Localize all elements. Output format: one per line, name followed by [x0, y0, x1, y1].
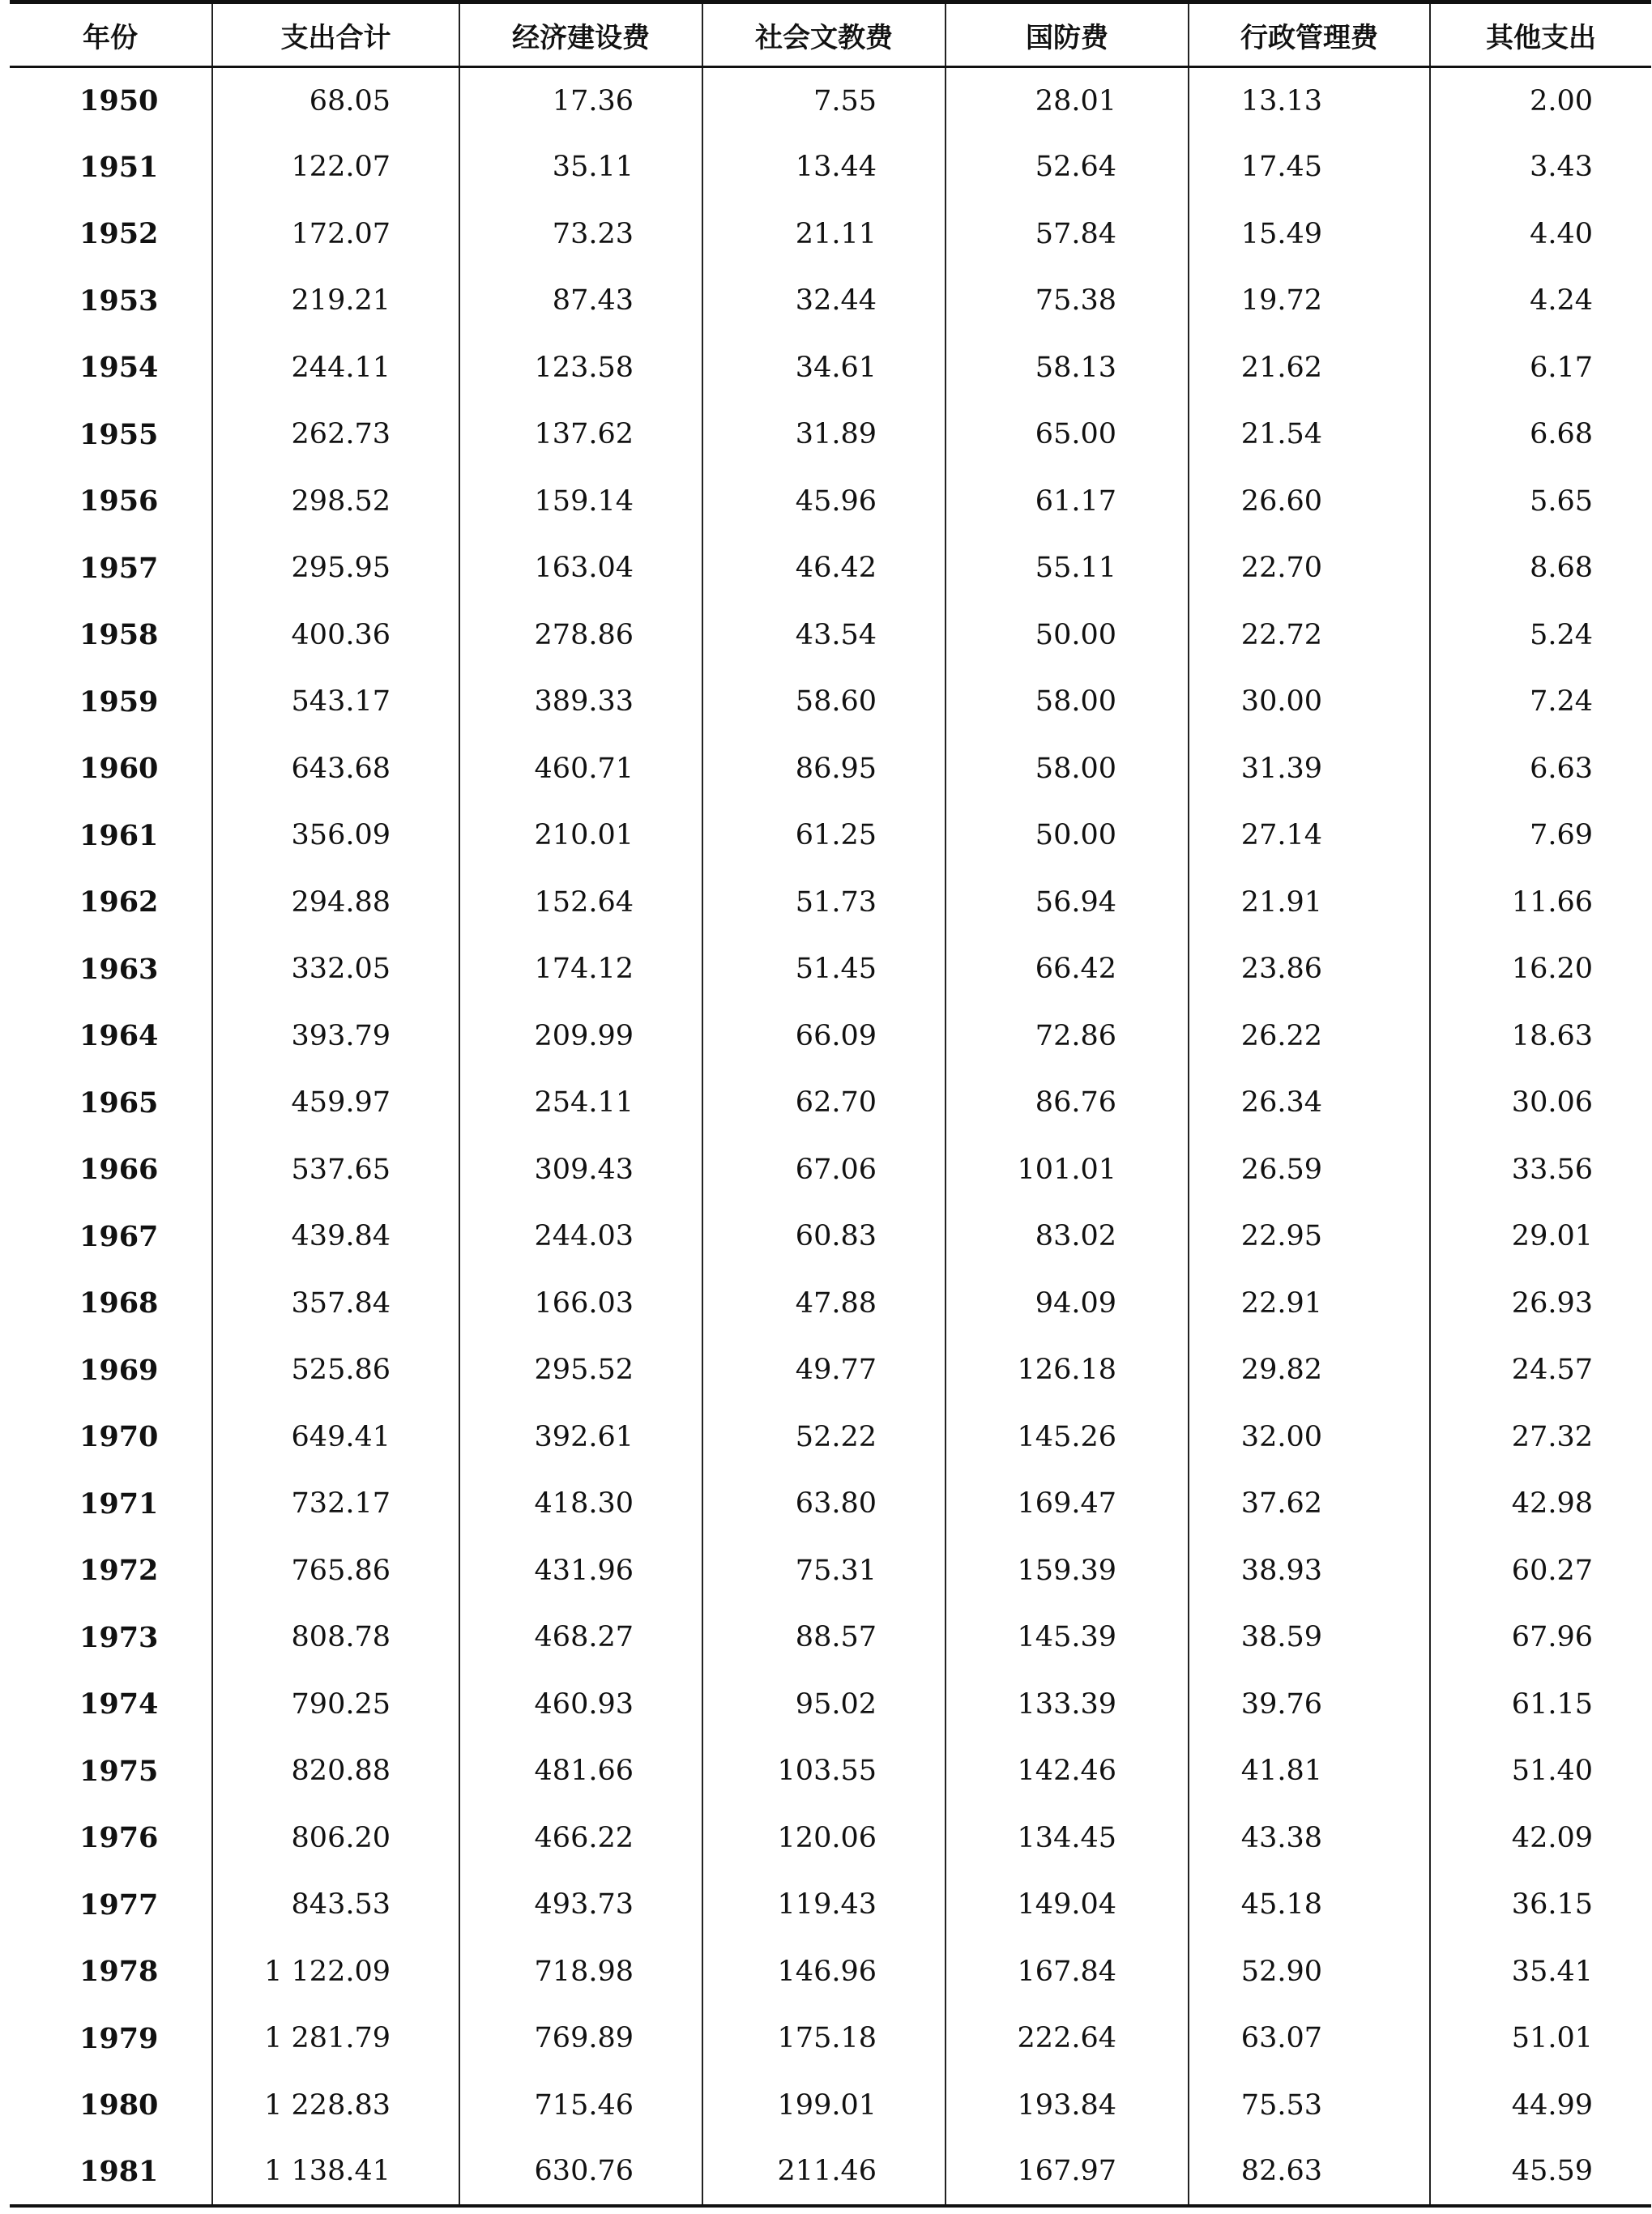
cell-economic-construction: 769.89	[459, 2005, 702, 2072]
cell-total-expenditure: 1 281.79	[212, 2005, 459, 2072]
cell-total-expenditure: 543.17	[212, 668, 459, 736]
cell-national-defense: 66.42	[946, 936, 1189, 1003]
cell-other-expenditure: 6.17	[1430, 335, 1651, 402]
cell-year: 1953	[79, 284, 159, 318]
cell-social-culture-education: 60.83	[702, 1203, 946, 1270]
cell-other-expenditure: 5.65	[1430, 468, 1651, 535]
cell-social-culture-education: 175.18	[702, 2005, 946, 2072]
cell-national-defense: 126.18	[946, 1337, 1189, 1404]
cell-total-expenditure: 219.21	[212, 267, 459, 335]
cell-year: 1966	[79, 1153, 159, 1187]
table-row	[10, 602, 1651, 669]
table-row	[10, 1137, 1651, 1204]
cell-total-expenditure: 298.52	[212, 468, 459, 535]
cell-social-culture-education: 45.96	[702, 468, 946, 535]
cell-economic-construction: 166.03	[459, 1270, 702, 1337]
table-row	[10, 335, 1651, 402]
table-row	[10, 1738, 1651, 1805]
cell-year: 1952	[79, 217, 159, 251]
cell-economic-construction: 17.36	[459, 67, 702, 134]
cell-administration: 52.90	[1189, 1939, 1430, 2006]
cell-other-expenditure: 61.15	[1430, 1671, 1651, 1738]
cell-social-culture-education: 32.44	[702, 267, 946, 335]
cell-other-expenditure: 4.24	[1430, 267, 1651, 335]
cell-administration: 43.38	[1189, 1805, 1430, 1872]
header-social-culture-education: 社会文教费	[702, 2, 946, 67]
cell-social-culture-education: 119.43	[702, 1871, 946, 1939]
cell-other-expenditure: 36.15	[1430, 1871, 1651, 1939]
cell-national-defense: 57.84	[946, 201, 1189, 268]
cell-other-expenditure: 30.06	[1430, 1069, 1651, 1137]
cell-national-defense: 61.17	[946, 468, 1189, 535]
cell-social-culture-education: 47.88	[702, 1270, 946, 1337]
cell-economic-construction: 718.98	[459, 1939, 702, 2006]
cell-year: 1954	[79, 351, 159, 385]
cell-economic-construction: 254.11	[459, 1069, 702, 1137]
cell-total-expenditure: 294.88	[212, 869, 459, 936]
cell-year: 1963	[79, 952, 159, 986]
cell-social-culture-education: 46.42	[702, 535, 946, 602]
cell-national-defense: 65.00	[946, 401, 1189, 468]
cell-total-expenditure: 806.20	[212, 1805, 459, 1872]
cell-other-expenditure: 5.24	[1430, 602, 1651, 669]
cell-total-expenditure: 732.17	[212, 1470, 459, 1538]
cell-year: 1956	[79, 484, 159, 518]
cell-other-expenditure: 45.59	[1430, 2139, 1651, 2206]
cell-year: 1979	[79, 2021, 159, 2055]
table-row	[10, 134, 1651, 201]
header-total-expenditure: 支出合计	[212, 2, 459, 67]
cell-national-defense: 50.00	[946, 802, 1189, 869]
cell-administration: 30.00	[1189, 668, 1430, 736]
cell-administration: 26.60	[1189, 468, 1430, 535]
cell-year: 1970	[79, 1420, 159, 1454]
cell-other-expenditure: 42.09	[1430, 1805, 1651, 1872]
cell-national-defense: 134.45	[946, 1805, 1189, 1872]
cell-economic-construction: 715.46	[459, 2072, 702, 2139]
cell-total-expenditure: 244.11	[212, 335, 459, 402]
cell-social-culture-education: 31.89	[702, 401, 946, 468]
cell-economic-construction: 460.71	[459, 736, 702, 803]
table-row	[10, 201, 1651, 268]
cell-year: 1978	[79, 1955, 159, 1989]
cell-national-defense: 58.00	[946, 736, 1189, 803]
cell-economic-construction: 87.43	[459, 267, 702, 335]
cell-administration: 38.59	[1189, 1604, 1430, 1671]
cell-economic-construction: 630.76	[459, 2139, 702, 2206]
table-body	[10, 67, 1651, 2206]
cell-year: 1975	[79, 1754, 159, 1788]
cell-other-expenditure: 7.24	[1430, 668, 1651, 736]
header-national-defense: 国防费	[946, 2, 1189, 67]
cell-social-culture-education: 62.70	[702, 1069, 946, 1137]
cell-social-culture-education: 67.06	[702, 1137, 946, 1204]
cell-total-expenditure: 1 122.09	[212, 1939, 459, 2006]
cell-economic-construction: 159.14	[459, 468, 702, 535]
cell-social-culture-education: 61.25	[702, 802, 946, 869]
cell-other-expenditure: 27.32	[1430, 1404, 1651, 1471]
cell-total-expenditure: 332.05	[212, 936, 459, 1003]
cell-year: 1971	[79, 1487, 159, 1521]
cell-year: 1965	[79, 1086, 159, 1120]
cell-other-expenditure: 35.41	[1430, 1939, 1651, 2006]
cell-other-expenditure: 7.69	[1430, 802, 1651, 869]
cell-administration: 15.49	[1189, 201, 1430, 268]
cell-national-defense: 149.04	[946, 1871, 1189, 1939]
cell-social-culture-education: 199.01	[702, 2072, 946, 2139]
cell-other-expenditure: 26.93	[1430, 1270, 1651, 1337]
cell-administration: 41.81	[1189, 1738, 1430, 1805]
cell-administration: 22.70	[1189, 535, 1430, 602]
table-row	[10, 1871, 1651, 1939]
header-other-expenditure: 其他支出	[1430, 2, 1651, 67]
cell-year: 1980	[79, 2088, 159, 2122]
cell-year: 1973	[79, 1620, 159, 1654]
cell-total-expenditure: 1 228.83	[212, 2072, 459, 2139]
cell-national-defense: 55.11	[946, 535, 1189, 602]
cell-other-expenditure: 60.27	[1430, 1538, 1651, 1605]
cell-total-expenditure: 808.78	[212, 1604, 459, 1671]
cell-administration: 39.76	[1189, 1671, 1430, 1738]
cell-other-expenditure: 24.57	[1430, 1337, 1651, 1404]
cell-social-culture-education: 51.45	[702, 936, 946, 1003]
cell-year: 1969	[79, 1353, 159, 1387]
table-row	[10, 468, 1651, 535]
table-row	[10, 736, 1651, 803]
cell-economic-construction: 163.04	[459, 535, 702, 602]
cell-total-expenditure: 393.79	[212, 1003, 459, 1070]
fiscal-expenditure-table	[10, 0, 1651, 2208]
cell-total-expenditure: 172.07	[212, 201, 459, 268]
cell-national-defense: 56.94	[946, 869, 1189, 936]
cell-administration: 31.39	[1189, 736, 1430, 803]
cell-economic-construction: 493.73	[459, 1871, 702, 1939]
cell-year: 1972	[79, 1554, 159, 1588]
cell-national-defense: 101.01	[946, 1137, 1189, 1204]
table-row	[10, 1671, 1651, 1738]
cell-national-defense: 83.02	[946, 1203, 1189, 1270]
table-row	[10, 1203, 1651, 1270]
table-row	[10, 802, 1651, 869]
cell-year: 1961	[79, 818, 159, 852]
cell-social-culture-education: 95.02	[702, 1671, 946, 1738]
cell-national-defense: 159.39	[946, 1538, 1189, 1605]
cell-administration: 29.82	[1189, 1337, 1430, 1404]
cell-economic-construction: 460.93	[459, 1671, 702, 1738]
cell-national-defense: 28.01	[946, 67, 1189, 134]
cell-administration: 26.22	[1189, 1003, 1430, 1070]
cell-social-culture-education: 103.55	[702, 1738, 946, 1805]
cell-economic-construction: 295.52	[459, 1337, 702, 1404]
cell-social-culture-education: 63.80	[702, 1470, 946, 1538]
cell-other-expenditure: 2.00	[1430, 67, 1651, 134]
cell-administration: 82.63	[1189, 2139, 1430, 2206]
cell-administration: 38.93	[1189, 1538, 1430, 1605]
cell-total-expenditure: 400.36	[212, 602, 459, 669]
cell-year: 1981	[10, 2139, 212, 2206]
cell-other-expenditure: 51.40	[1430, 1738, 1651, 1805]
cell-social-culture-education: 66.09	[702, 1003, 946, 1070]
cell-administration: 23.86	[1189, 936, 1430, 1003]
cell-other-expenditure: 4.40	[1430, 201, 1651, 268]
cell-other-expenditure: 6.63	[1430, 736, 1651, 803]
cell-economic-construction: 123.58	[459, 335, 702, 402]
cell-administration: 22.91	[1189, 1270, 1430, 1337]
cell-year: 1958	[79, 618, 159, 652]
cell-social-culture-education: 86.95	[702, 736, 946, 803]
cell-national-defense: 86.76	[946, 1069, 1189, 1137]
table-row	[10, 267, 1651, 335]
cell-total-expenditure: 1 138.41	[212, 2139, 459, 2206]
cell-total-expenditure: 68.05	[212, 67, 459, 134]
cell-economic-construction: 209.99	[459, 1003, 702, 1070]
cell-total-expenditure: 356.09	[212, 802, 459, 869]
table-row	[10, 2072, 1651, 2139]
cell-economic-construction: 73.23	[459, 201, 702, 268]
table-row	[10, 869, 1651, 936]
table-row	[10, 936, 1651, 1003]
cell-administration: 17.45	[1189, 134, 1430, 201]
cell-social-culture-education: 7.55	[702, 67, 946, 134]
cell-year: 1959	[79, 685, 159, 719]
cell-other-expenditure: 18.63	[1430, 1003, 1651, 1070]
cell-economic-construction: 468.27	[459, 1604, 702, 1671]
cell-social-culture-education: 21.11	[702, 201, 946, 268]
cell-national-defense: 145.26	[946, 1404, 1189, 1471]
cell-economic-construction: 466.22	[459, 1805, 702, 1872]
cell-administration: 21.91	[1189, 869, 1430, 936]
cell-national-defense: 52.64	[946, 134, 1189, 201]
table-row	[10, 1404, 1651, 1471]
cell-national-defense: 94.09	[946, 1270, 1189, 1337]
cell-administration: 45.18	[1189, 1871, 1430, 1939]
table-row	[10, 535, 1651, 602]
cell-other-expenditure: 29.01	[1430, 1203, 1651, 1270]
cell-economic-construction: 137.62	[459, 401, 702, 468]
table-header	[10, 2, 1651, 67]
cell-year: 1950	[79, 84, 159, 117]
cell-national-defense: 58.13	[946, 335, 1189, 402]
table-row	[10, 2005, 1651, 2072]
cell-national-defense: 50.00	[946, 602, 1189, 669]
table-row	[10, 1003, 1651, 1070]
cell-social-culture-education: 49.77	[702, 1337, 946, 1404]
cell-total-expenditure: 357.84	[212, 1270, 459, 1337]
table-row	[10, 67, 1651, 134]
cell-total-expenditure: 790.25	[212, 1671, 459, 1738]
cell-national-defense: 75.38	[946, 267, 1189, 335]
cell-administration: 27.14	[1189, 802, 1430, 869]
table-row	[10, 1939, 1651, 2006]
cell-total-expenditure: 459.97	[212, 1069, 459, 1137]
cell-year: 1960	[79, 752, 159, 786]
table-row	[10, 1270, 1651, 1337]
cell-economic-construction: 309.43	[459, 1137, 702, 1204]
cell-other-expenditure: 16.20	[1430, 936, 1651, 1003]
cell-social-culture-education: 34.61	[702, 335, 946, 402]
cell-other-expenditure: 33.56	[1430, 1137, 1651, 1204]
cell-total-expenditure: 643.68	[212, 736, 459, 803]
cell-year: 1976	[79, 1821, 159, 1855]
cell-administration: 21.62	[1189, 335, 1430, 402]
cell-administration: 26.59	[1189, 1137, 1430, 1204]
table-row	[10, 668, 1651, 736]
cell-year: 1974	[79, 1687, 159, 1721]
header-economic-construction: 经济建设费	[459, 2, 702, 67]
cell-social-culture-education: 51.73	[702, 869, 946, 936]
cell-other-expenditure: 51.01	[1430, 2005, 1651, 2072]
cell-national-defense: 72.86	[946, 1003, 1189, 1070]
cell-total-expenditure: 262.73	[212, 401, 459, 468]
cell-economic-construction: 431.96	[459, 1538, 702, 1605]
cell-national-defense: 145.39	[946, 1604, 1189, 1671]
table-row	[10, 1805, 1651, 1872]
cell-social-culture-education: 13.44	[702, 134, 946, 201]
cell-economic-construction: 244.03	[459, 1203, 702, 1270]
cell-administration: 22.95	[1189, 1203, 1430, 1270]
cell-economic-construction: 278.86	[459, 602, 702, 669]
cell-economic-construction: 210.01	[459, 802, 702, 869]
cell-total-expenditure: 820.88	[212, 1738, 459, 1805]
cell-national-defense: 133.39	[946, 1671, 1189, 1738]
cell-social-culture-education: 120.06	[702, 1805, 946, 1872]
cell-other-expenditure: 8.68	[1430, 535, 1651, 602]
cell-social-culture-education: 75.31	[702, 1538, 946, 1605]
table-row	[10, 1069, 1651, 1137]
cell-total-expenditure: 439.84	[212, 1203, 459, 1270]
cell-economic-construction: 392.61	[459, 1404, 702, 1471]
cell-economic-construction: 418.30	[459, 1470, 702, 1538]
cell-national-defense: 169.47	[946, 1470, 1189, 1538]
cell-total-expenditure: 537.65	[212, 1137, 459, 1204]
cell-total-expenditure: 295.95	[212, 535, 459, 602]
cell-total-expenditure: 843.53	[212, 1871, 459, 1939]
cell-national-defense: 167.97	[946, 2139, 1189, 2206]
cell-other-expenditure: 67.96	[1430, 1604, 1651, 1671]
cell-social-culture-education: 58.60	[702, 668, 946, 736]
cell-other-expenditure: 44.99	[1430, 2072, 1651, 2139]
cell-administration: 19.72	[1189, 267, 1430, 335]
cell-national-defense: 58.00	[946, 668, 1189, 736]
cell-national-defense: 142.46	[946, 1738, 1189, 1805]
table-row	[10, 1538, 1651, 1605]
cell-social-culture-education: 43.54	[702, 602, 946, 669]
cell-year: 1968	[79, 1286, 159, 1320]
cell-total-expenditure: 765.86	[212, 1538, 459, 1605]
cell-administration: 13.13	[1189, 67, 1430, 134]
cell-year: 1967	[79, 1219, 159, 1253]
cell-social-culture-education: 88.57	[702, 1604, 946, 1671]
header-row	[10, 2, 1651, 67]
table-row	[10, 1470, 1651, 1538]
cell-other-expenditure: 42.98	[1430, 1470, 1651, 1538]
cell-year: 1955	[79, 417, 159, 451]
cell-administration: 37.62	[1189, 1470, 1430, 1538]
cell-other-expenditure: 6.68	[1430, 401, 1651, 468]
table-row	[10, 1337, 1651, 1404]
cell-administration: 75.53	[1189, 2072, 1430, 2139]
cell-other-expenditure: 3.43	[1430, 134, 1651, 201]
cell-national-defense: 222.64	[946, 2005, 1189, 2072]
cell-year: 1977	[79, 1888, 159, 1922]
cell-total-expenditure: 122.07	[212, 134, 459, 201]
table-row	[10, 401, 1651, 468]
cell-economic-construction: 389.33	[459, 668, 702, 736]
cell-year: 1951	[79, 150, 159, 184]
cell-economic-construction: 152.64	[459, 869, 702, 936]
cell-economic-construction: 481.66	[459, 1738, 702, 1805]
table-row	[10, 1604, 1651, 1671]
cell-social-culture-education: 211.46	[702, 2139, 946, 2206]
cell-economic-construction: 35.11	[459, 134, 702, 201]
cell-year: 1964	[79, 1019, 159, 1053]
cell-total-expenditure: 525.86	[212, 1337, 459, 1404]
cell-year: 1962	[79, 885, 159, 919]
header-administration: 行政管理费	[1189, 2, 1430, 67]
cell-administration: 32.00	[1189, 1404, 1430, 1471]
cell-administration: 26.34	[1189, 1069, 1430, 1137]
cell-administration: 63.07	[1189, 2005, 1430, 2072]
cell-year: 1957	[79, 551, 159, 585]
header-year: 年份	[10, 2, 212, 67]
cell-administration: 22.72	[1189, 602, 1430, 669]
cell-administration: 21.54	[1189, 401, 1430, 468]
cell-economic-construction: 174.12	[459, 936, 702, 1003]
cell-social-culture-education: 146.96	[702, 1939, 946, 2006]
table-row	[10, 2139, 1651, 2206]
cell-national-defense: 193.84	[946, 2072, 1189, 2139]
cell-national-defense: 167.84	[946, 1939, 1189, 2006]
cell-total-expenditure: 649.41	[212, 1404, 459, 1471]
cell-social-culture-education: 52.22	[702, 1404, 946, 1471]
cell-other-expenditure: 11.66	[1430, 869, 1651, 936]
